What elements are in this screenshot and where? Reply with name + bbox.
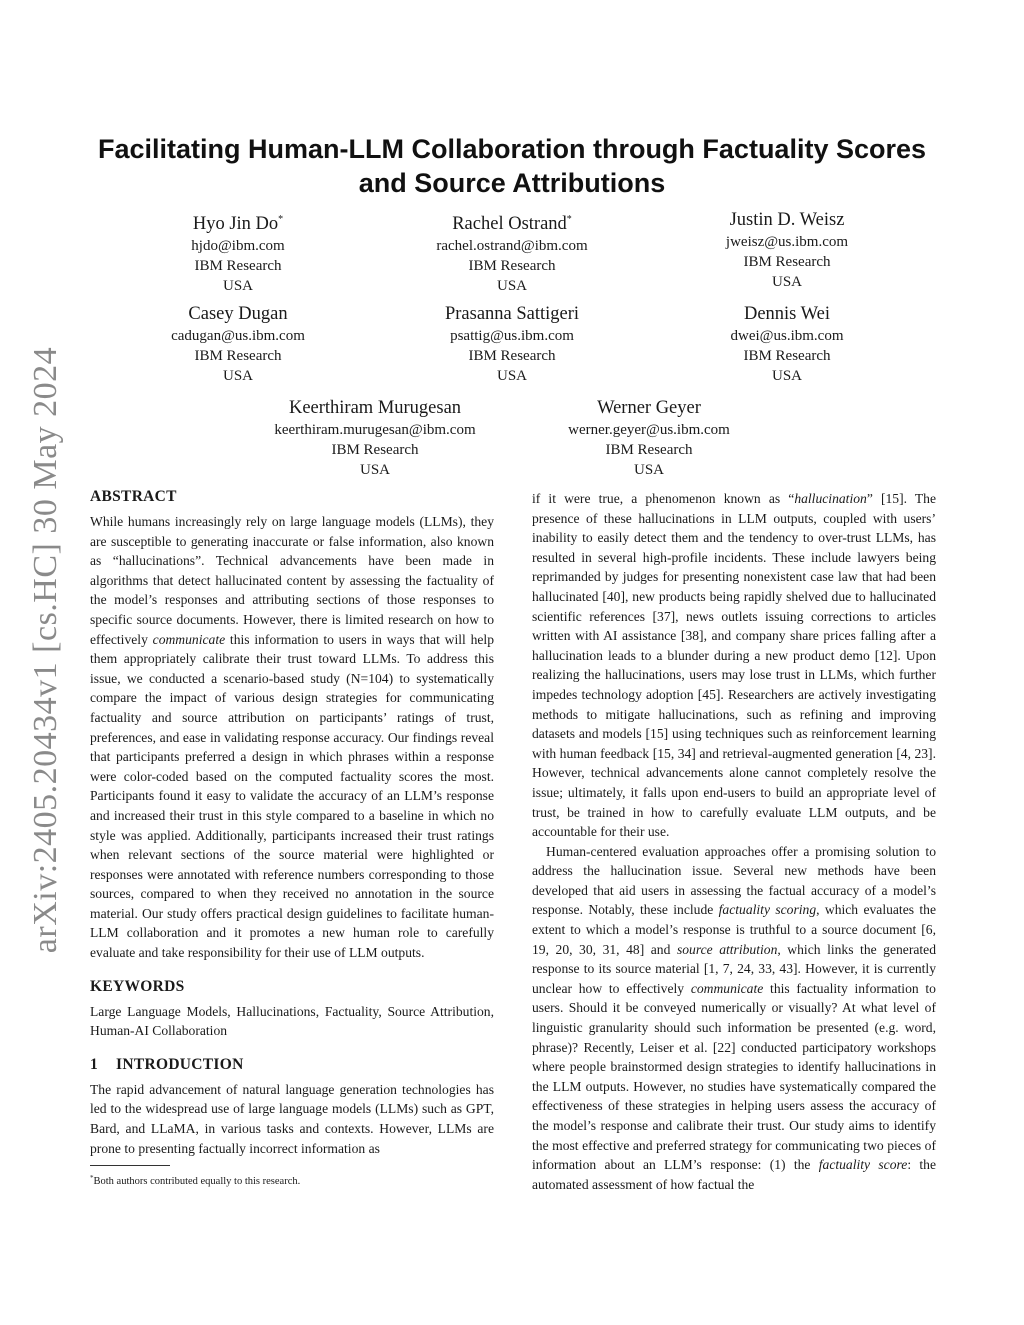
section-title: INTRODUCTION bbox=[116, 1055, 244, 1073]
author-email: werner.geyer@us.ibm.com bbox=[568, 422, 730, 438]
author-name: Keerthiram Murugesan bbox=[288, 398, 462, 418]
introduction-heading bbox=[90, 1055, 494, 1075]
author-equal-contribution-mark: * bbox=[566, 214, 572, 225]
author-name: Dennis Wei bbox=[743, 304, 831, 324]
left-column bbox=[90, 487, 494, 1158]
intro-paragraph: The rapid advancement of natural language generation technologies has led to the widespread use of large language models (LLMs) such as GPT, Bard, and LLaMA, in various tasks and contexts. However, LLMs are prone to presenting factually incorrect information as bbox=[90, 1081, 494, 1156]
author-affiliation: IBM Research bbox=[331, 442, 419, 458]
author-name: Casey Dugan bbox=[188, 304, 288, 324]
author-country: USA bbox=[222, 368, 253, 384]
author-country: USA bbox=[771, 368, 802, 384]
author-email: psattig@us.ibm.com bbox=[450, 328, 574, 344]
author-email: jweisz@us.ibm.com bbox=[725, 234, 849, 250]
author-name: Hyo Jin Do bbox=[192, 214, 279, 234]
author-block bbox=[362, 208, 662, 296]
abstract-body: While humans increasingly rely on large language models (LLMs), they are susceptible to generating inaccurate or false information, also known as “hallucinations”. Technical advancements have been made in algorithms that detect hallucinated content by assessing the factuality of the model’s responses and attributing sections of those responses to specific source documents. However, there is limited research on how to effectively communicate this information to users in ways that will help them appropriately calibrate their trust toward LLMs. To address this issue, we conducted a scenario-based study (N=104) to systematically compare the impact of various design strategies for communicating factuality and source attribution on participants’ ratings of trust, preferences, and ease in validating response accuracy. Our findings reveal that participants preferred a design in which phrases within a response were color-coded based on the computed factuality scores the most. Participants found it easy to validate the accuracy of an LLM’s response and increased their trust in this style compared to a baseline in which no style was applied. Additionally, participants increased their trust ratings when relevant sections of the source material were highlighted or responses were annotated with reference numbers corresponding to those sources, compared to when they received no annotation in the source material. Our study offers practical design guidelines to facilitate human-LLM collaboration and it promotes a new human role to carefully evaluate and take responsibility for their use of LLM outputs. bbox=[90, 514, 494, 961]
keywords-heading: KEYWORDS bbox=[90, 977, 185, 995]
author-email: cadugan@us.ibm.com bbox=[171, 328, 305, 344]
footnote-mark: * bbox=[90, 1174, 94, 1182]
author-country: USA bbox=[633, 462, 664, 478]
communicate-term: communicate bbox=[690, 980, 764, 996]
intro-paragraph: Human-centered evaluation approaches offer a promising solution to address the hallucination issue. Several new methods have been developed that aid users in assessing the factual accuracy of a model’s response. Notably, these include factuality scoring, which evaluates the extent to which a model’s response is truthful to a source document [6, 19, 20, 30, 31, 48] and source attribution, which links the generated response to its source material [1, 7, 24, 33, 43]. However, it is currently unclear how to effectively communicate this factuality information to users. Should it be conveyed numerically or visually? At what level of linguistic granularity should such information be presented (e.g. word, phrase)? Recently, Leiser et al. [22] conducted participatory workshops where people brainstormed design strategies to identify hallucinations in the LLM outputs. However, no studies have systematically compared the effectiveness of these strategies in helping users assess the accuracy of the model’s response and calibrate their trust. Our study aims to identify the most effective and preferred strategy for communicating two pieces of information about an LLM’s response: (1) the factuality score: the automated assessment of how factual the bbox=[532, 843, 937, 1192]
author-name: Prasanna Sattigeri bbox=[444, 304, 580, 324]
author-email: rachel.ostrand@ibm.com bbox=[436, 238, 588, 254]
factuality-scoring-term: factuality scoring bbox=[718, 902, 817, 918]
author-name: Werner Geyer bbox=[597, 398, 701, 418]
footnote-text: Both authors contributed equally to this research. bbox=[93, 1176, 301, 1187]
author-country: USA bbox=[496, 368, 527, 384]
abstract-emphasis: communicate bbox=[152, 631, 226, 647]
author-equal-contribution-mark: * bbox=[278, 214, 284, 225]
author-email: hjdo@ibm.com bbox=[191, 238, 285, 254]
author-affiliation: IBM Research bbox=[743, 348, 831, 364]
author-country: USA bbox=[359, 462, 390, 478]
author-country: USA bbox=[496, 278, 527, 294]
author-email: keerthiram.murugesan@ibm.com bbox=[274, 422, 476, 438]
author-block bbox=[225, 396, 525, 480]
author-affiliation: IBM Research bbox=[194, 348, 282, 364]
footnote-rule bbox=[90, 1165, 170, 1166]
author-name: Rachel Ostrand bbox=[452, 214, 567, 234]
author-affiliation: IBM Research bbox=[743, 254, 831, 270]
author-affiliation: IBM Research bbox=[468, 258, 556, 274]
author-block bbox=[637, 208, 937, 292]
factuality-score-term: factuality score bbox=[818, 1157, 908, 1173]
right-column bbox=[532, 489, 936, 1194]
section-number: 1 bbox=[90, 1055, 99, 1073]
author-name: Justin D. Weisz bbox=[729, 210, 845, 230]
author-country: USA bbox=[222, 278, 253, 294]
author-email: dwei@us.ibm.com bbox=[730, 328, 844, 344]
author-country: USA bbox=[771, 274, 802, 290]
arxiv-identifier-text: arXiv:2405.20434v1 [cs.HC] 30 May 2024 bbox=[27, 346, 65, 954]
paper-title: Facilitating Human-LLM Collaboration through Factuality Scores and Source Attributions bbox=[97, 134, 927, 198]
footnote bbox=[90, 1171, 494, 1189]
keywords-list: Large Language Models, Hallucinations, Factuality, Source Attribution, Human-AI Collaboration bbox=[90, 1003, 494, 1039]
arxiv-identifier-stamp bbox=[14, 320, 78, 980]
author-block bbox=[88, 302, 388, 386]
intro-paragraph: if it were true, a phenomenon known as “hallucination” [15]. The presence of these hallucinations in LLM outputs, coupled with users’ inability to easily detect them and the tendency to over-trust LLMs, has resulted in several high-profile incidents. These include lawyers being reprimanded by judges for presenting nonexistent case law that had been hallucinated [40], new products being rapidly shelved due to hallucinated scientific references [37], news outlets issuing corrections to articles written with AI assistance [38], and company share prices falling after a hallucination leads to a blunder during a new product demo [12]. Upon realizing the hallucinations, users may lose trust in LLMs, which further impedes technology adoption [45]. Researchers are actively investigating methods to mitigate hallucinations, such as refining and improving datasets and models [15] using techniques such as reinforcement learning with human feedback [15, 34] and retrieval-augmented generation [4, 23]. However, technical advancements alone cannot completely resolve the issue; ultimately, it falls upon end-users to build an appropriate level of trust, be trained in how to carefully evaluate LLM outputs, and be accountable for their use. bbox=[532, 491, 937, 840]
author-block bbox=[637, 302, 937, 386]
abstract-heading: ABSTRACT bbox=[90, 488, 177, 505]
hallucination-term: hallucination bbox=[794, 491, 867, 506]
source-attribution-term: source attribution bbox=[676, 941, 778, 957]
author-block bbox=[499, 396, 799, 480]
author-affiliation: IBM Research bbox=[468, 348, 556, 364]
author-block bbox=[88, 208, 388, 296]
author-affiliation: IBM Research bbox=[194, 258, 282, 274]
author-block bbox=[362, 302, 662, 386]
author-affiliation: IBM Research bbox=[605, 442, 693, 458]
